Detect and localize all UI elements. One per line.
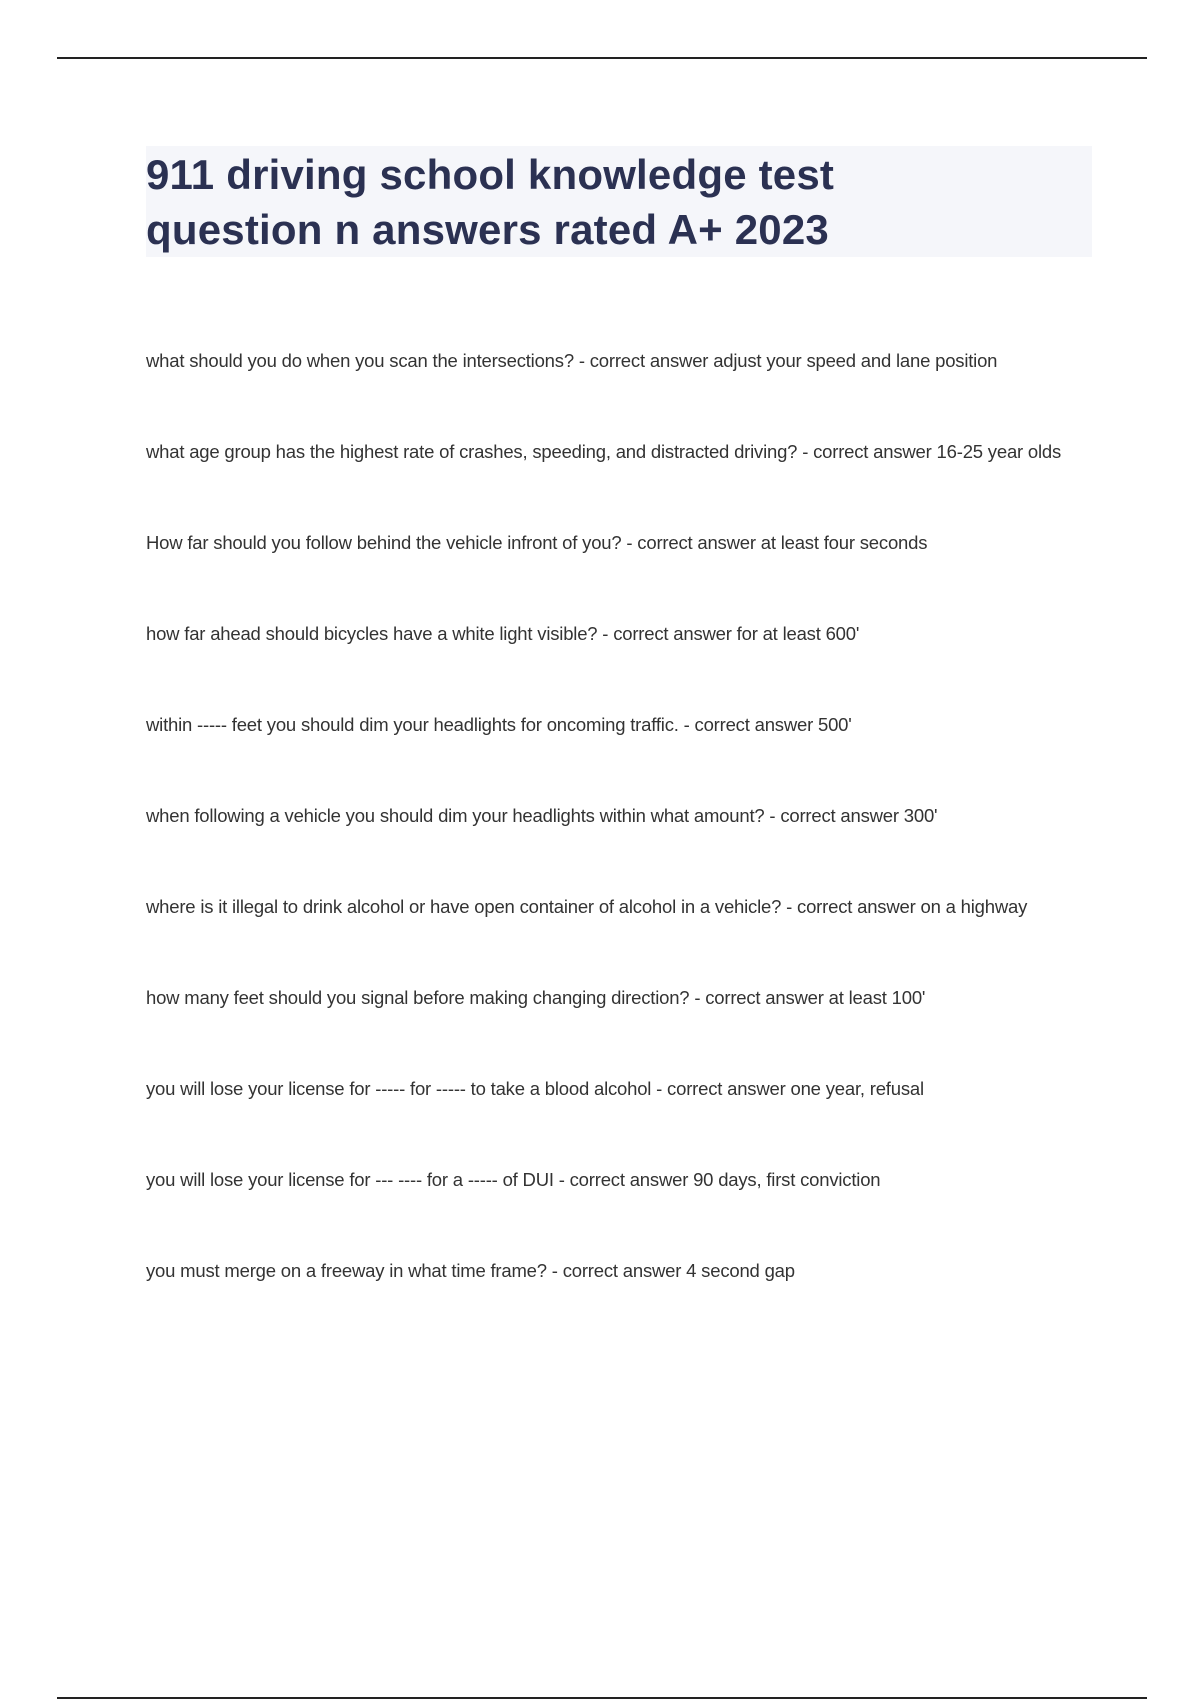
question-answer-list (146, 346, 1092, 1347)
qa-item: when following a vehicle you should dim your headlights within what amount? - correct answer 300' (146, 805, 938, 826)
header-rule (57, 57, 1147, 59)
qa-item: within ----- feet you should dim your headlights for oncoming traffic. - correct answer 500' (146, 714, 852, 735)
qa-item: where is it illegal to drink alcohol or have open container of alcohol in a vehicle? - correct answer on a highway (146, 896, 1028, 917)
qa-item: you will lose your license for ----- for ----- to take a blood alcohol - correct answer one year, refusal (146, 1078, 924, 1099)
qa-item: How far should you follow behind the vehicle infront of you? - correct answer at least four seconds (146, 532, 928, 553)
title-block (146, 146, 1092, 257)
qa-item: you must merge on a freeway in what time frame? - correct answer 4 second gap (146, 1260, 795, 1281)
footer-rule (57, 1697, 1147, 1699)
title-line-1: 911 driving school knowledge test (146, 151, 835, 198)
qa-item: what age group has the highest rate of crashes, speeding, and distracted driving? - correct answer 16-25 year olds (146, 441, 1062, 462)
qa-item: what should you do when you scan the intersections? - correct answer adjust your speed and lane position (146, 350, 998, 371)
document-title (146, 146, 1092, 257)
title-line-2: question n answers rated A+ 2023 (146, 206, 829, 253)
qa-item: how many feet should you signal before making changing direction? - correct answer at least 100' (146, 987, 926, 1008)
qa-item: you will lose your license for --- ---- for a ----- of DUI - correct answer 90 days, first conviction (146, 1169, 881, 1190)
qa-item: how far ahead should bicycles have a white light visible? - correct answer for at least 600' (146, 623, 860, 644)
